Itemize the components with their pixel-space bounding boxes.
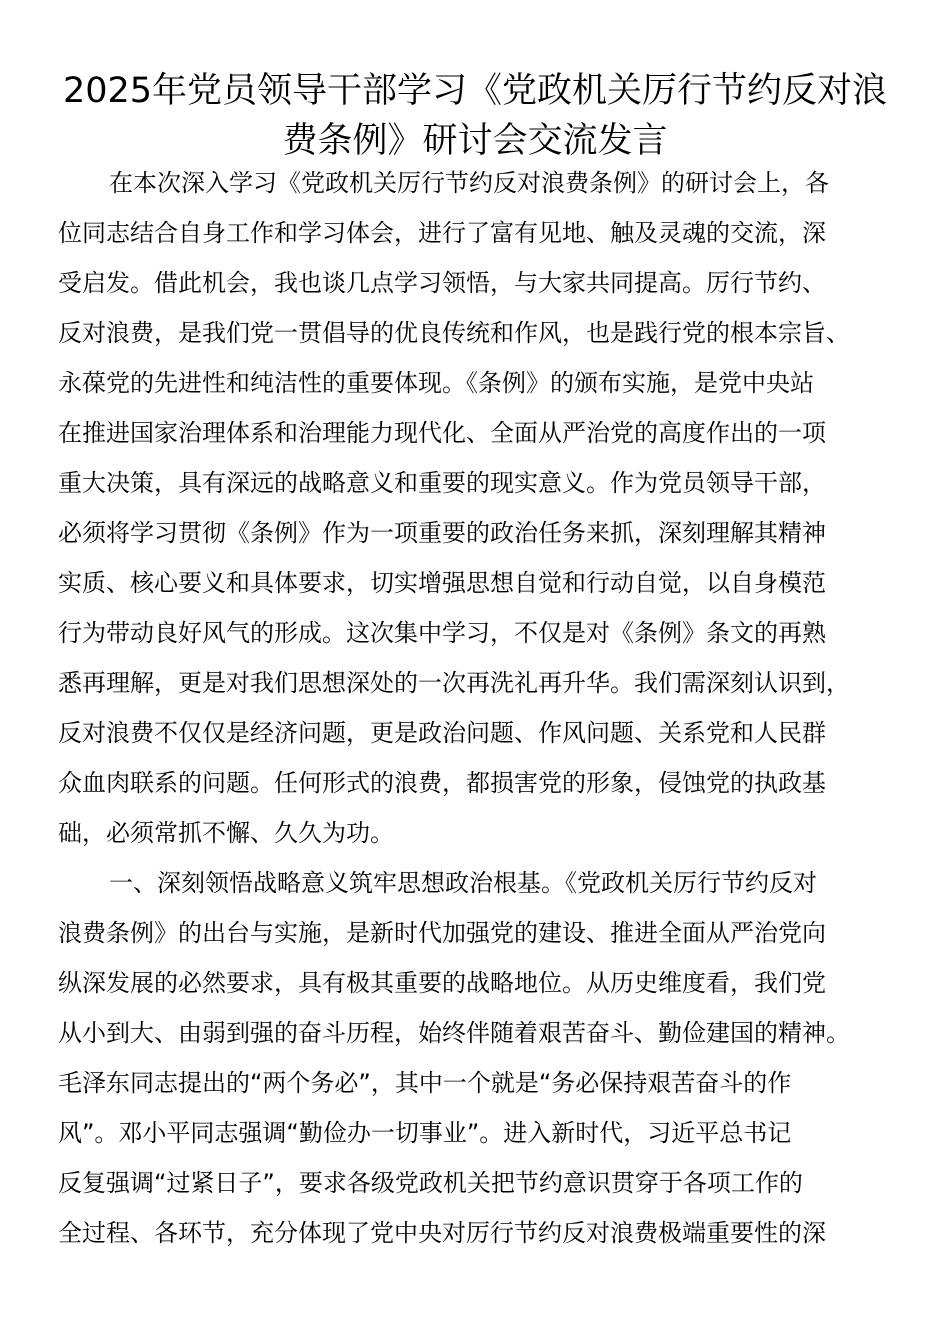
text-line: 一、深刻领悟战略意义筑牢思想政治根基。《党政机关厉行节约反对 [109,869,817,897]
text-line: 毛泽东同志提出的“两个务必”，其中一个就是“务必保持艰苦奋斗的作 [58,1069,792,1097]
paragraph-intro [58,158,894,858]
text-line: 在本次深入学习《党政机关厉行节约反对浪费条例》的研讨会上，各 [109,169,829,197]
text-line: 全过程、各环节，充分体现了党中央对厉行节约反对浪费极端重要性的深 [58,1219,826,1247]
text-line: 在推进国家治理体系和治理能力现代化、全面从严治党的高度作出的一项 [58,419,826,447]
text-line: 从小到大、由弱到强的奋斗历程，始终伴随着艰苦奋斗、勤俭建国的精神。 [58,1019,850,1047]
page-title [40,66,910,166]
text-line: 必须将学习贯彻《条例》作为一项重要的政治任务来抓，深刻理解其精神 [58,519,826,547]
text-line: 受启发。借此机会，我也谈几点学习领悟，与大家共同提高。厉行节约、 [58,269,826,297]
text-line: 众血肉联系的问题。任何形式的浪费，都损害党的形象，侵蚀党的执政基 [58,769,826,797]
text-line: 纵深发展的必然要求，具有极其重要的战略地位。从历史维度看，我们党 [58,969,826,997]
text-line: 反对浪费，是我们党一贯倡导的优良传统和作风，也是践行党的根本宗旨、 [58,319,850,347]
title-line-2: 费条例》研讨会交流发言 [282,121,668,161]
text-line: 风”。邓小平同志强调“勤俭办一切事业”。进入新时代，习近平总书记 [58,1119,792,1147]
text-line: 实质、核心要义和具体要求，切实增强思想自觉和行动自觉，以自身模范 [58,569,826,597]
text-line: 永葆党的先进性和纯洁性的重要体现。《条例》的颁布实施，是党中央站 [58,369,814,397]
title-line-1: 2025年党员领导干部学习《党政机关厉行节约反对浪 [62,71,888,111]
text-line: 反对浪费不仅仅是经济问题，更是政治问题、作风问题、关系党和人民群 [58,719,826,747]
document-body [58,158,894,1258]
text-line: 位同志结合自身工作和学习体会，进行了富有见地、触及灵魂的交流，深 [58,219,826,247]
text-line: 重大决策，具有深远的战略意义和重要的现实意义。作为党员领导干部， [58,469,826,497]
text-line: 行为带动良好风气的形成。这次集中学习，不仅是对《条例》条文的再熟 [58,619,826,647]
text-line: 浪费条例》的出台与实施，是新时代加强党的建设、推进全面从严治党向 [58,919,826,947]
text-line: 悉再理解，更是对我们思想深处的一次再洗礼再升华。我们需深刻认识到， [58,669,850,697]
text-line: 础，必须常抓不懈、久久为功。 [58,819,394,847]
text-line: 反复强调“过紧日子”，要求各级党政机关把节约意识贯穿于各项工作的 [58,1169,803,1197]
paragraph-section-one [58,858,894,1258]
